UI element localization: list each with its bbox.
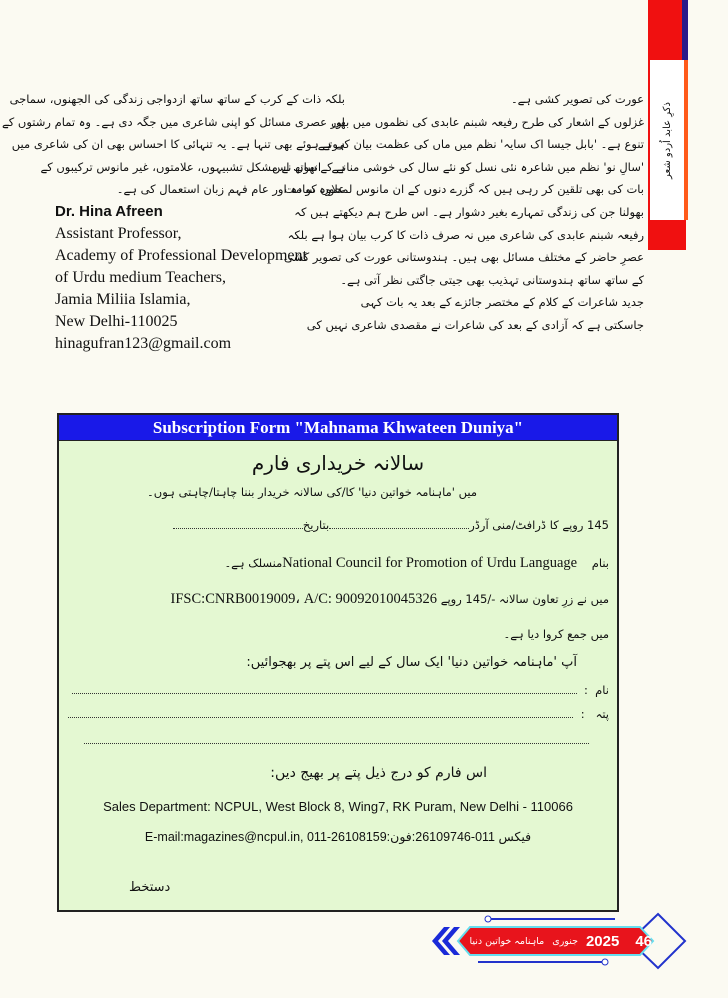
address-label: پتہ (595, 707, 609, 721)
sales-address: Sales Department: NCPUL, West Block 8, Wing7, RK Puram, New Delhi - 110066 (103, 799, 573, 814)
deposited-label: میں جمع کروا دیا ہے۔ (503, 627, 609, 641)
mail-instruction: اس فارم کو درج ذیل پتے پر بھیج دیں: (270, 765, 487, 781)
date-field[interactable] (173, 518, 303, 529)
payee-label: بنام (591, 556, 609, 570)
colon: : (580, 707, 585, 721)
draft-line (173, 518, 609, 532)
text-line: کے ساتھ ساتھ ہندوستانی تہذیب بھی جیتی جاگتی نظر آتی ہے۔ (340, 272, 644, 287)
send-instruction: آپ 'ماہنامہ خواتین دنیا' ایک سال کے لیے اس پتے پر بھجوائیں: (246, 655, 577, 670)
name-line (72, 683, 609, 697)
author-org-2: of Urdu medium Teachers, (55, 268, 226, 286)
text-line: اور عصری مسائل کو اپنی شاعری میں جگہ دی ہے۔ وہ تمام رشتوں کے (2, 114, 345, 129)
text-line: رفیعہ شبنم عابدی کی شاعری میں نہ صرف ذات کا کرب بیان ہوا ہے بلکہ (287, 227, 644, 242)
side-label: ذکرِ عابد اُردو شعر (661, 101, 673, 179)
draft-label: 145 روپے کا ڈرافٹ/منی آرڈر (469, 518, 609, 532)
payee-line (224, 555, 609, 572)
form-title: سالانہ خریداری فارم (251, 451, 425, 475)
address-field[interactable] (68, 707, 573, 718)
author-title: Assistant Professor, (55, 224, 182, 242)
phone-number: 011-26109746: (411, 830, 495, 844)
date-label: بتاریخ (302, 518, 330, 532)
author-org: Academy of Professional Development (55, 246, 307, 264)
text-line: جدید شاعرات کے کلام کے مختصر جائزے کے بعد یہ بات کہی (360, 295, 644, 310)
text-line: جاسکتی ہے کہ آزادی کے بعد کی شاعرات نے مقصدی شاعری نہیں کی (306, 317, 644, 332)
text-line: تنوع ہے۔ 'بابل جیسا اک سایہ' نظم میں ماں کی عظمت بیان کی ہے۔ (310, 137, 644, 152)
text-line: بلکہ ذات کے کرب کے ساتھ ساتھ ازدواجی زندگی کی الجھنوں، سماجی (9, 92, 345, 106)
form-header: Subscription Form "Mahnama Khwateen Duniya" (59, 415, 617, 441)
colon: : (583, 683, 588, 697)
author-city: New Delhi-110025 (55, 312, 178, 330)
text-line: بات کی بھی تلقین کر رہی ہیں کہ گزرے دنوں کے ان مانوس لمحوں کو مت (284, 182, 644, 197)
address-field-2[interactable] (84, 733, 589, 744)
page-footer-banner (430, 912, 690, 970)
section-side-strip (648, 0, 686, 250)
deposit-line (171, 591, 609, 608)
deposit-label: میں نے زرِ تعاون سالانہ -/145 روپے (440, 592, 609, 606)
author-email[interactable]: hinagufran123@gmail.com (55, 334, 232, 352)
bank-account: IFSC:CNRB0019009، A/C: 90092010045326 (170, 591, 438, 607)
email-fax: E-mail:magazines@ncpul.in, 011-26108159: (144, 830, 391, 844)
text-line: عورت کی تصویر کشی ہے۔ (510, 92, 644, 106)
name-label: نام (595, 683, 609, 697)
issue-year: 2025 (585, 932, 620, 950)
author-block (55, 201, 345, 355)
fax-label: فیکس (498, 830, 532, 844)
article-column-left (2, 88, 345, 355)
text-line: ہے۔ انھوں نے مشکل تشبیہوں، علامتوں، غیر مانوس ترکیبوں کے (40, 159, 345, 174)
issue-month: جنوری (552, 935, 578, 947)
magazine-name: ماہنامہ خواتین دنیا (469, 935, 545, 947)
name-field[interactable] (72, 683, 577, 694)
text-line: علاوہ سادہ اور عام فہم زبان استعمال کی ہے۔ (116, 182, 345, 197)
phone-label: فون (390, 830, 412, 844)
form-intro: میں 'ماہنامہ خواتین دنیا' کا/کی سالانہ خریدار بننا چاہتا/چاہتی ہوں۔ (147, 485, 477, 499)
text-line: ہوتے ہوئے بھی تنہا ہے۔ یہ تنہائی کا احساس بھی ان کی شاعری میں (11, 137, 345, 152)
text-line: 'سالِ نو' نظم میں شاعرہ نئی نسل کو نئے سال کی خوشی منانے کے ساتھ اس (272, 159, 644, 174)
address-line-2 (84, 733, 589, 747)
text-line: عصرِ حاضر کے مختلف مسائل بھی ہیں۔ ہندوستانی عورت کی تصویر کشی (283, 250, 644, 265)
council-name: National Council for Promotion of Urdu Language (282, 555, 578, 571)
text-line: غزلوں کے اشعار کی طرح رفیعہ شبنم عابدی کی نظموں میں بھی (331, 114, 644, 129)
author-university: Jamia Miliia Islamia, (55, 290, 191, 308)
address-line (68, 707, 609, 721)
subscription-form (57, 413, 619, 912)
signature-label: دستخط (129, 880, 171, 895)
page-number: 46 (635, 932, 652, 950)
text-line: بھولنا جن کی زندگی تمہارے بغیر دشوار ہے۔ اس طرح ہم دیکھتے ہیں کہ (294, 204, 644, 219)
side-label-panel (650, 60, 688, 220)
attached-label: منسلک ہے۔ (224, 556, 283, 570)
article-column-right (272, 88, 644, 337)
draft-number-field[interactable] (329, 518, 469, 529)
author-name: Dr. Hina Afreen (55, 202, 163, 220)
contact-line (59, 829, 617, 844)
